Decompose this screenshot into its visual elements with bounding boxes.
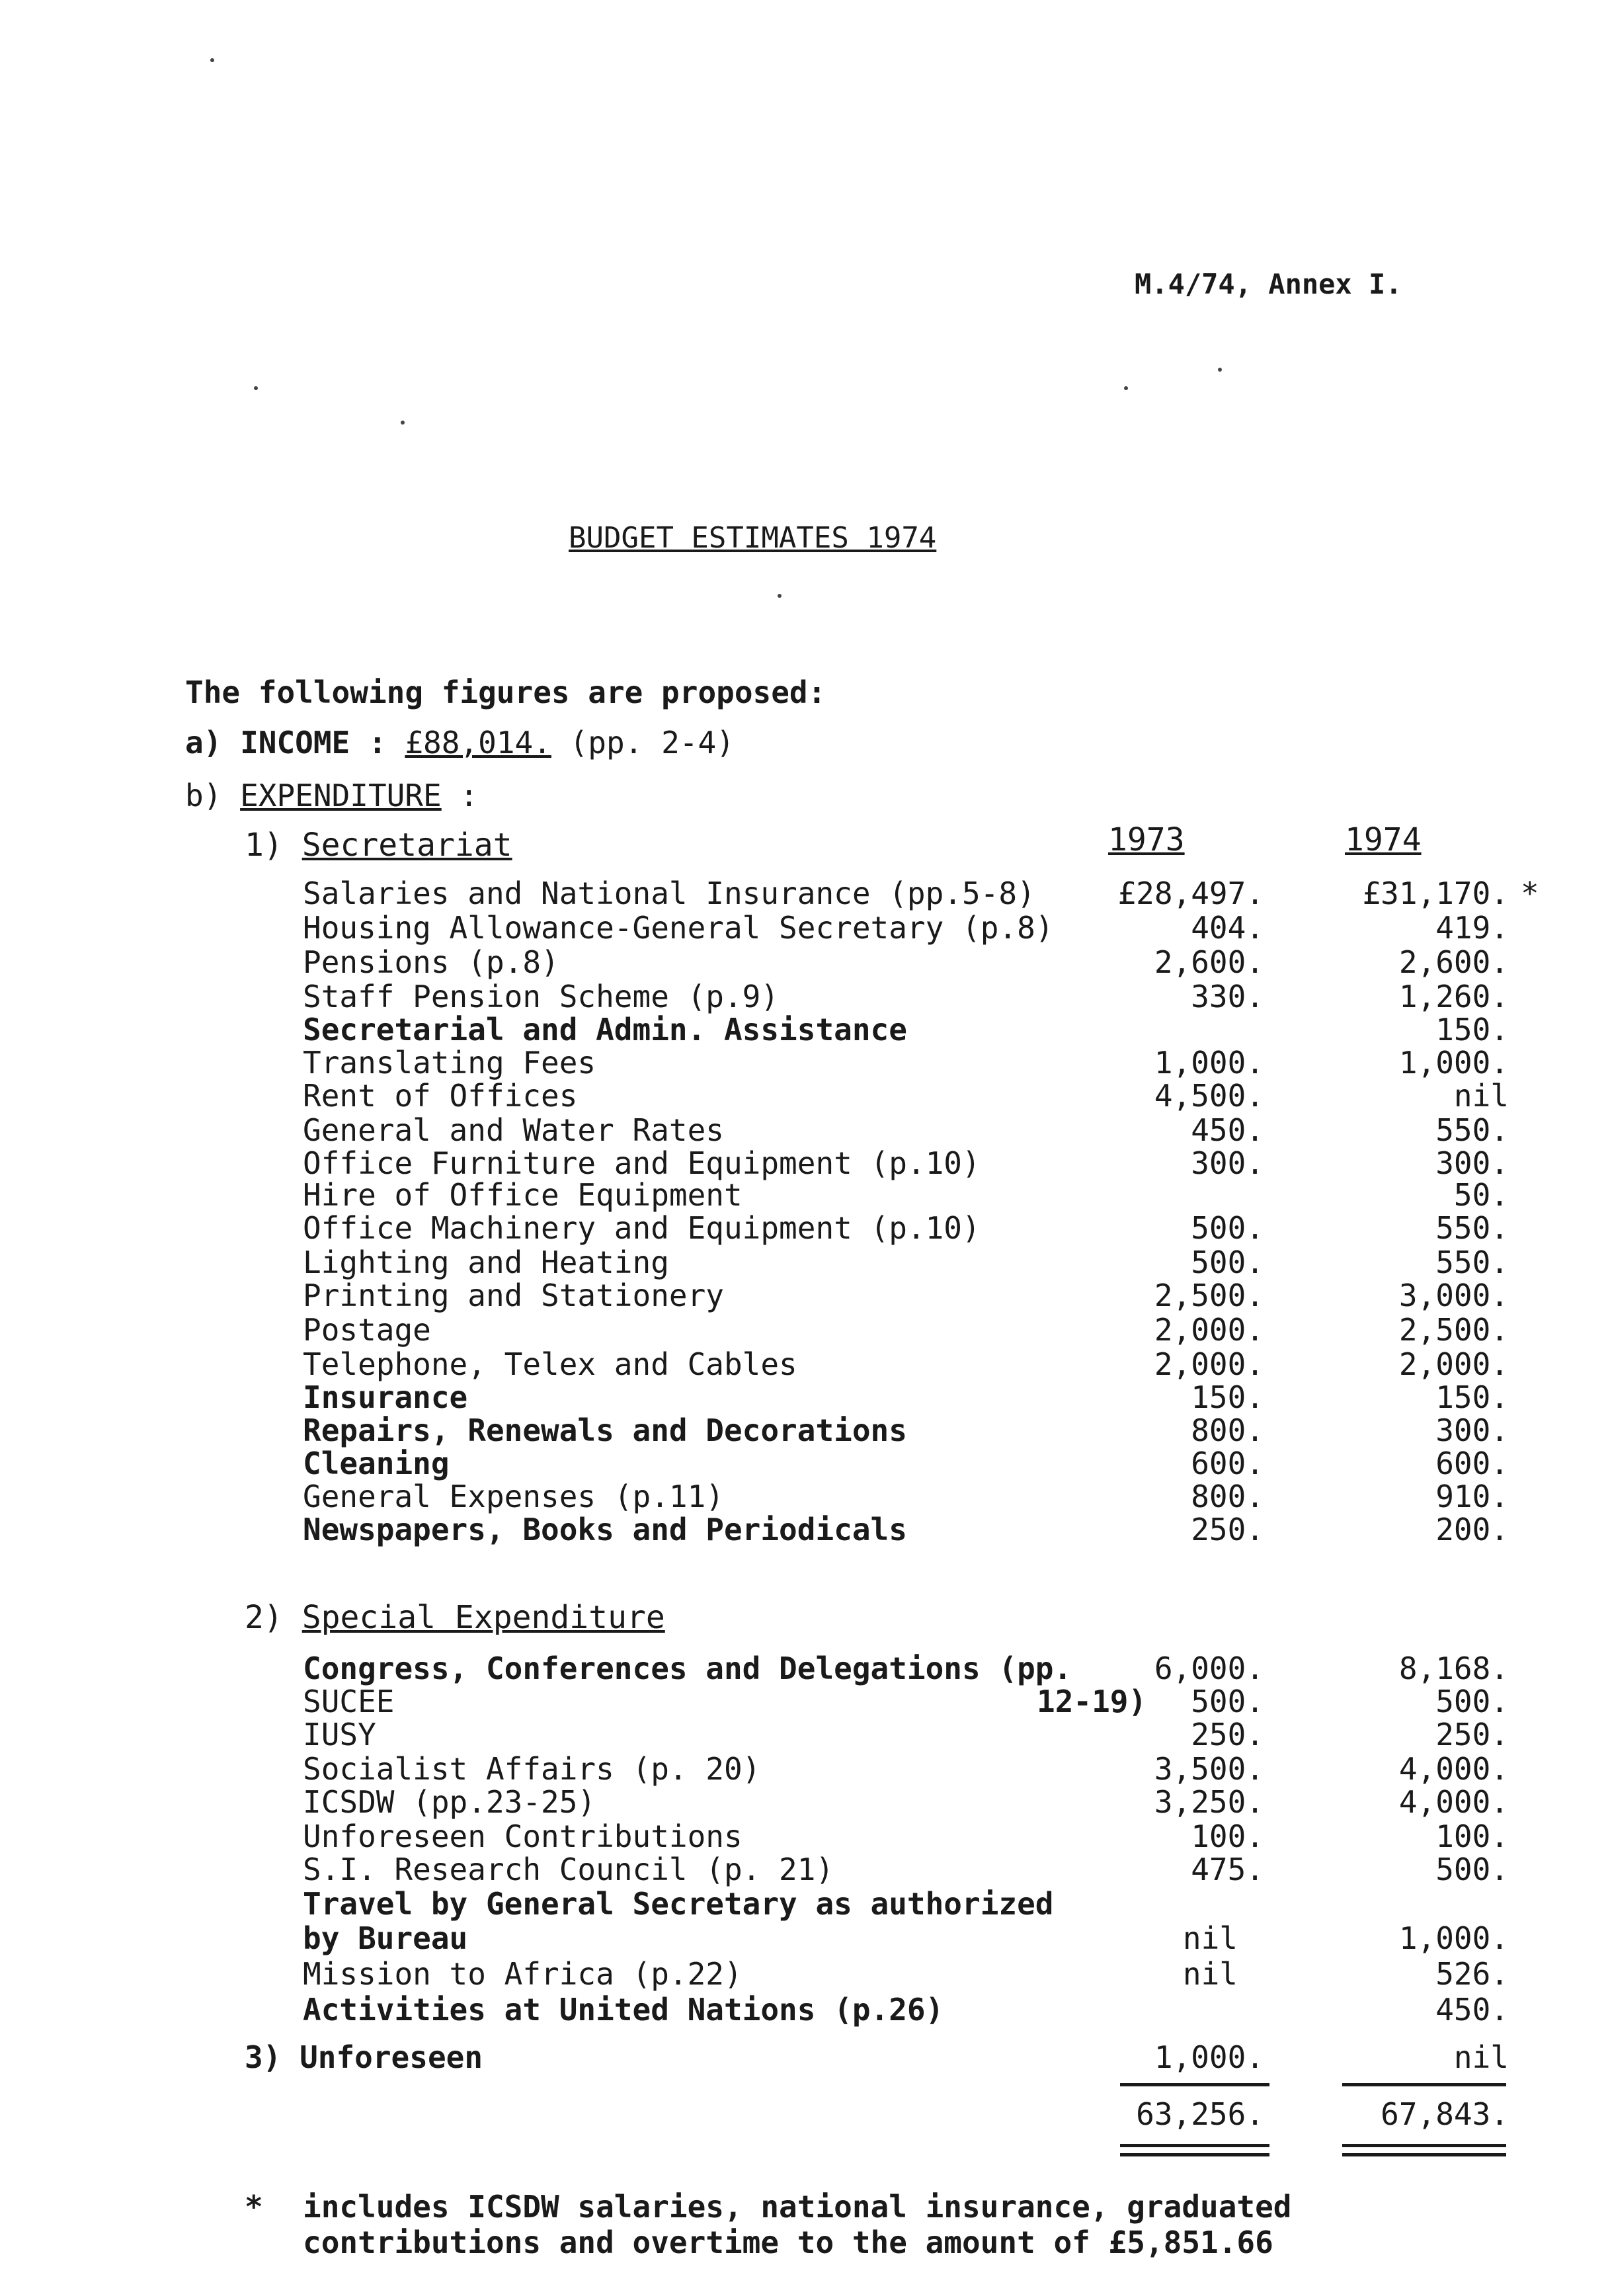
page-title: BUDGET ESTIMATES 1974: [569, 521, 937, 555]
income-prefix: a) INCOME :: [185, 725, 405, 760]
table-row: [0, 1012, 1608, 1046]
table-row: [0, 1512, 1608, 1546]
scan-speck: [210, 58, 214, 62]
table-row: [0, 1078, 1608, 1112]
row-item: Newspapers, Books and Periodicals: [303, 1512, 907, 1547]
row-value-1973: 250.: [1191, 1512, 1264, 1547]
row-item: S.I. Research Council (p. 21): [303, 1852, 834, 1887]
table-row: [0, 1852, 1608, 1886]
row-item: Socialist Affairs (p. 20): [303, 1751, 761, 1787]
intro-line: The following figures are proposed:: [185, 675, 826, 710]
row-item: Secretarial and Admin. Assistance: [303, 1012, 907, 1047]
row-value-1974: 500.: [1435, 1852, 1509, 1887]
row-value-1973: 2,000.: [1154, 1312, 1264, 1348]
row-item: Repairs, Renewals and Decorations: [303, 1413, 907, 1448]
row-item: Salaries and National Insurance (pp.5-8): [303, 876, 1035, 911]
row-value-1973: nil: [1182, 1956, 1238, 1992]
row-item: Telephone, Telex and Cables: [303, 1346, 797, 1382]
table-row: [0, 1956, 1608, 1990]
row-value-1974: 200.: [1435, 1512, 1509, 1547]
table-row: [0, 1819, 1608, 1853]
row-item: Staff Pension Scheme (p.9): [303, 979, 780, 1014]
expenditure-prefix: b): [185, 778, 241, 813]
row-value-1974: 2,600.: [1398, 944, 1509, 980]
table-row: [0, 1210, 1608, 1245]
section-number: 2): [245, 1599, 302, 1636]
unforeseen-label: 3) Unforeseen: [245, 2039, 483, 2075]
row-value-1974: 1,000.: [1398, 1045, 1509, 1081]
table-row: [0, 1446, 1608, 1480]
table-row: [0, 1717, 1608, 1751]
row-item: Office Furniture and Equipment (p.10): [303, 1145, 981, 1181]
table-row: [0, 1479, 1608, 1513]
expenditure-line: [185, 778, 478, 813]
row-item: IUSY: [303, 1717, 376, 1752]
row-item: General and Water Rates: [303, 1112, 724, 1148]
row-item: General Expenses (p.11): [303, 1479, 724, 1514]
row-item: Hire of Office Equipment: [303, 1177, 743, 1213]
row-value-1973: nil: [1182, 1920, 1238, 1956]
scan-speck: [1218, 368, 1222, 372]
footnote-mark: *: [245, 2189, 263, 2225]
row-value-1973: 800.: [1191, 1479, 1264, 1514]
row-item: Office Machinery and Equipment (p.10): [303, 1210, 981, 1246]
row-value-1974: 150.: [1435, 1379, 1509, 1415]
row-item: Translating Fees: [303, 1045, 596, 1081]
row-value-1974: 150.: [1435, 1012, 1509, 1047]
row-value-1974: 250.: [1435, 1717, 1509, 1752]
footnote-line: contributions and overtime to the amount of £5,851.66: [303, 2225, 1273, 2260]
asterisk-note-mark: *: [1521, 876, 1539, 911]
table-row: [0, 1245, 1608, 1279]
row-value-1973: 2,500.: [1154, 1278, 1264, 1313]
table-row: [0, 1886, 1608, 1920]
table-row: [0, 1312, 1608, 1346]
row-value-1974: 3,000.: [1398, 1278, 1509, 1313]
row-item: by Bureau: [303, 1920, 468, 1956]
row-value-1973: 500.: [1191, 1210, 1264, 1246]
row-value-1973: 1,000.: [1154, 2039, 1264, 2075]
row-value-1973: 475.: [1191, 1852, 1264, 1887]
row-value-1974: 419.: [1435, 910, 1509, 946]
row-item: SUCEE: [303, 1684, 395, 1719]
row-item: Congress, Conferences and Delegations (pp.: [303, 1651, 1072, 1686]
row-value-1973: 300.: [1191, 1145, 1264, 1181]
table-row: [0, 1413, 1608, 1447]
section-secretariat-heading: [245, 827, 512, 864]
scan-speck: [401, 421, 405, 425]
income-amount: £88,014.: [405, 725, 551, 760]
row-value-1973: 404.: [1191, 910, 1264, 946]
row-item: Activities at United Nations (p.26): [303, 1992, 944, 2028]
row-value-1974: 8,168.: [1398, 1651, 1509, 1686]
year-header-1974: 1974: [1345, 821, 1422, 858]
table-row: [0, 979, 1608, 1013]
section-number: 1): [245, 827, 302, 864]
row-value-1974: 600.: [1435, 1446, 1509, 1481]
row-value-1974: 500.: [1435, 1684, 1509, 1719]
table-row: [0, 1145, 1608, 1180]
row-item: Cleaning: [303, 1446, 450, 1481]
row-value-1973: 450.: [1191, 1112, 1264, 1148]
row-value-1974: 550.: [1435, 1210, 1509, 1246]
row-value-1974: 300.: [1435, 1145, 1509, 1181]
double-rule-1974: [1342, 2144, 1506, 2147]
table-row: [0, 1784, 1608, 1819]
row-item: Housing Allowance-General Secretary (p.8): [303, 910, 1054, 946]
row-value-1974: nil: [1453, 2039, 1509, 2075]
scan-speck: [254, 386, 258, 390]
row-value-1974: 526.: [1435, 1956, 1509, 1992]
section-title: Secretariat: [302, 827, 512, 864]
scan-speck: [1124, 386, 1128, 390]
total-1973: 63,256.: [1136, 2096, 1264, 2132]
table-row: [0, 1045, 1608, 1079]
row-item: Pensions (p.8): [303, 944, 559, 980]
row-item: Printing and Stationery: [303, 1278, 724, 1313]
row-value-1973: 3,250.: [1154, 1784, 1264, 1820]
row-value-1973: 6,000.: [1154, 1651, 1264, 1686]
table-row: [0, 1751, 1608, 1785]
footnote-line: includes ICSDW salaries, national insurance, graduated: [303, 2189, 1292, 2225]
row-value-1973: 2,000.: [1154, 1346, 1264, 1382]
row-item: Travel by General Secretary as authorized: [303, 1886, 1054, 1922]
row-value-1973: 330.: [1191, 979, 1264, 1014]
row-value-1974: 4,000.: [1398, 1751, 1509, 1787]
document-reference: M.4/74, Annex I.: [1135, 268, 1402, 300]
row-value-1974: 100.: [1435, 1819, 1509, 1854]
income-pages: (pp. 2-4): [551, 725, 735, 760]
row-value-1973: 100.: [1191, 1819, 1264, 1854]
row-value-1974: 50.: [1453, 1177, 1509, 1213]
table-row: [0, 1112, 1608, 1147]
row-item: Lighting and Heating: [303, 1245, 669, 1280]
expenditure-suffix: :: [441, 778, 479, 813]
section-special-heading: [245, 1599, 665, 1636]
row-item: Unforeseen Contributions: [303, 1819, 743, 1854]
table-row: [0, 1278, 1608, 1312]
row-value-1974: £31,170.: [1362, 876, 1509, 911]
total-1974: 67,843.: [1381, 2096, 1509, 2132]
section-title: Special Expenditure: [302, 1599, 665, 1636]
row-value-1974: 2,500.: [1398, 1312, 1509, 1348]
unforeseen-row: [0, 2039, 1608, 2074]
total-rule-1973: [1120, 2083, 1269, 2086]
row-value-1974: 550.: [1435, 1112, 1509, 1148]
table-row: [0, 1992, 1608, 2026]
table-row: [0, 1346, 1608, 1381]
table-row: [0, 1920, 1608, 1955]
row-item: Insurance: [303, 1379, 468, 1415]
row-value-1974: 550.: [1435, 1245, 1509, 1280]
row-value-1973: 1,000.: [1154, 1045, 1264, 1081]
row-value-1974: 4,000.: [1398, 1784, 1509, 1820]
table-row: [0, 944, 1608, 979]
row-value-1974: 300.: [1435, 1413, 1509, 1448]
row-value-1973: 150.: [1191, 1379, 1264, 1415]
table-row: [0, 1651, 1608, 1685]
total-rule-1974: [1342, 2083, 1506, 2086]
table-row: [0, 1379, 1608, 1414]
row-value-1974: 2,000.: [1398, 1346, 1509, 1382]
table-row: [0, 1177, 1608, 1211]
row-item: Rent of Offices: [303, 1078, 578, 1114]
row-page-reference: 12-19): [1037, 1684, 1147, 1719]
row-value-1973: 4,500.: [1154, 1078, 1264, 1114]
table-row: [0, 1684, 1608, 1718]
row-value-1973: 600.: [1191, 1446, 1264, 1481]
row-value-1973: 500.: [1191, 1684, 1264, 1719]
double-rule-1973: [1120, 2153, 1269, 2156]
table-row: [0, 910, 1608, 944]
row-value-1974: 1,000.: [1398, 1920, 1509, 1956]
row-value-1973: 250.: [1191, 1717, 1264, 1752]
table-row: [0, 876, 1608, 910]
row-value-1973: 500.: [1191, 1245, 1264, 1280]
income-line: [185, 725, 735, 760]
row-value-1974: 450.: [1435, 1992, 1509, 2028]
double-rule-1973: [1120, 2144, 1269, 2147]
row-item: ICSDW (pp.23-25): [303, 1784, 596, 1820]
double-rule-1974: [1342, 2153, 1506, 2156]
row-value-1973: 2,600.: [1154, 944, 1264, 980]
row-value-1973: 3,500.: [1154, 1751, 1264, 1787]
row-item: Postage: [303, 1312, 431, 1348]
row-value-1974: 910.: [1435, 1479, 1509, 1514]
scan-speck: [778, 594, 782, 598]
row-value-1973: 800.: [1191, 1413, 1264, 1448]
row-item: Mission to Africa (p.22): [303, 1956, 743, 1992]
year-header-1973: 1973: [1108, 821, 1185, 858]
row-value-1974: nil: [1453, 1078, 1509, 1114]
row-value-1973: £28,497.: [1117, 876, 1264, 911]
expenditure-label: EXPENDITURE: [240, 778, 442, 813]
row-value-1974: 1,260.: [1398, 979, 1509, 1014]
